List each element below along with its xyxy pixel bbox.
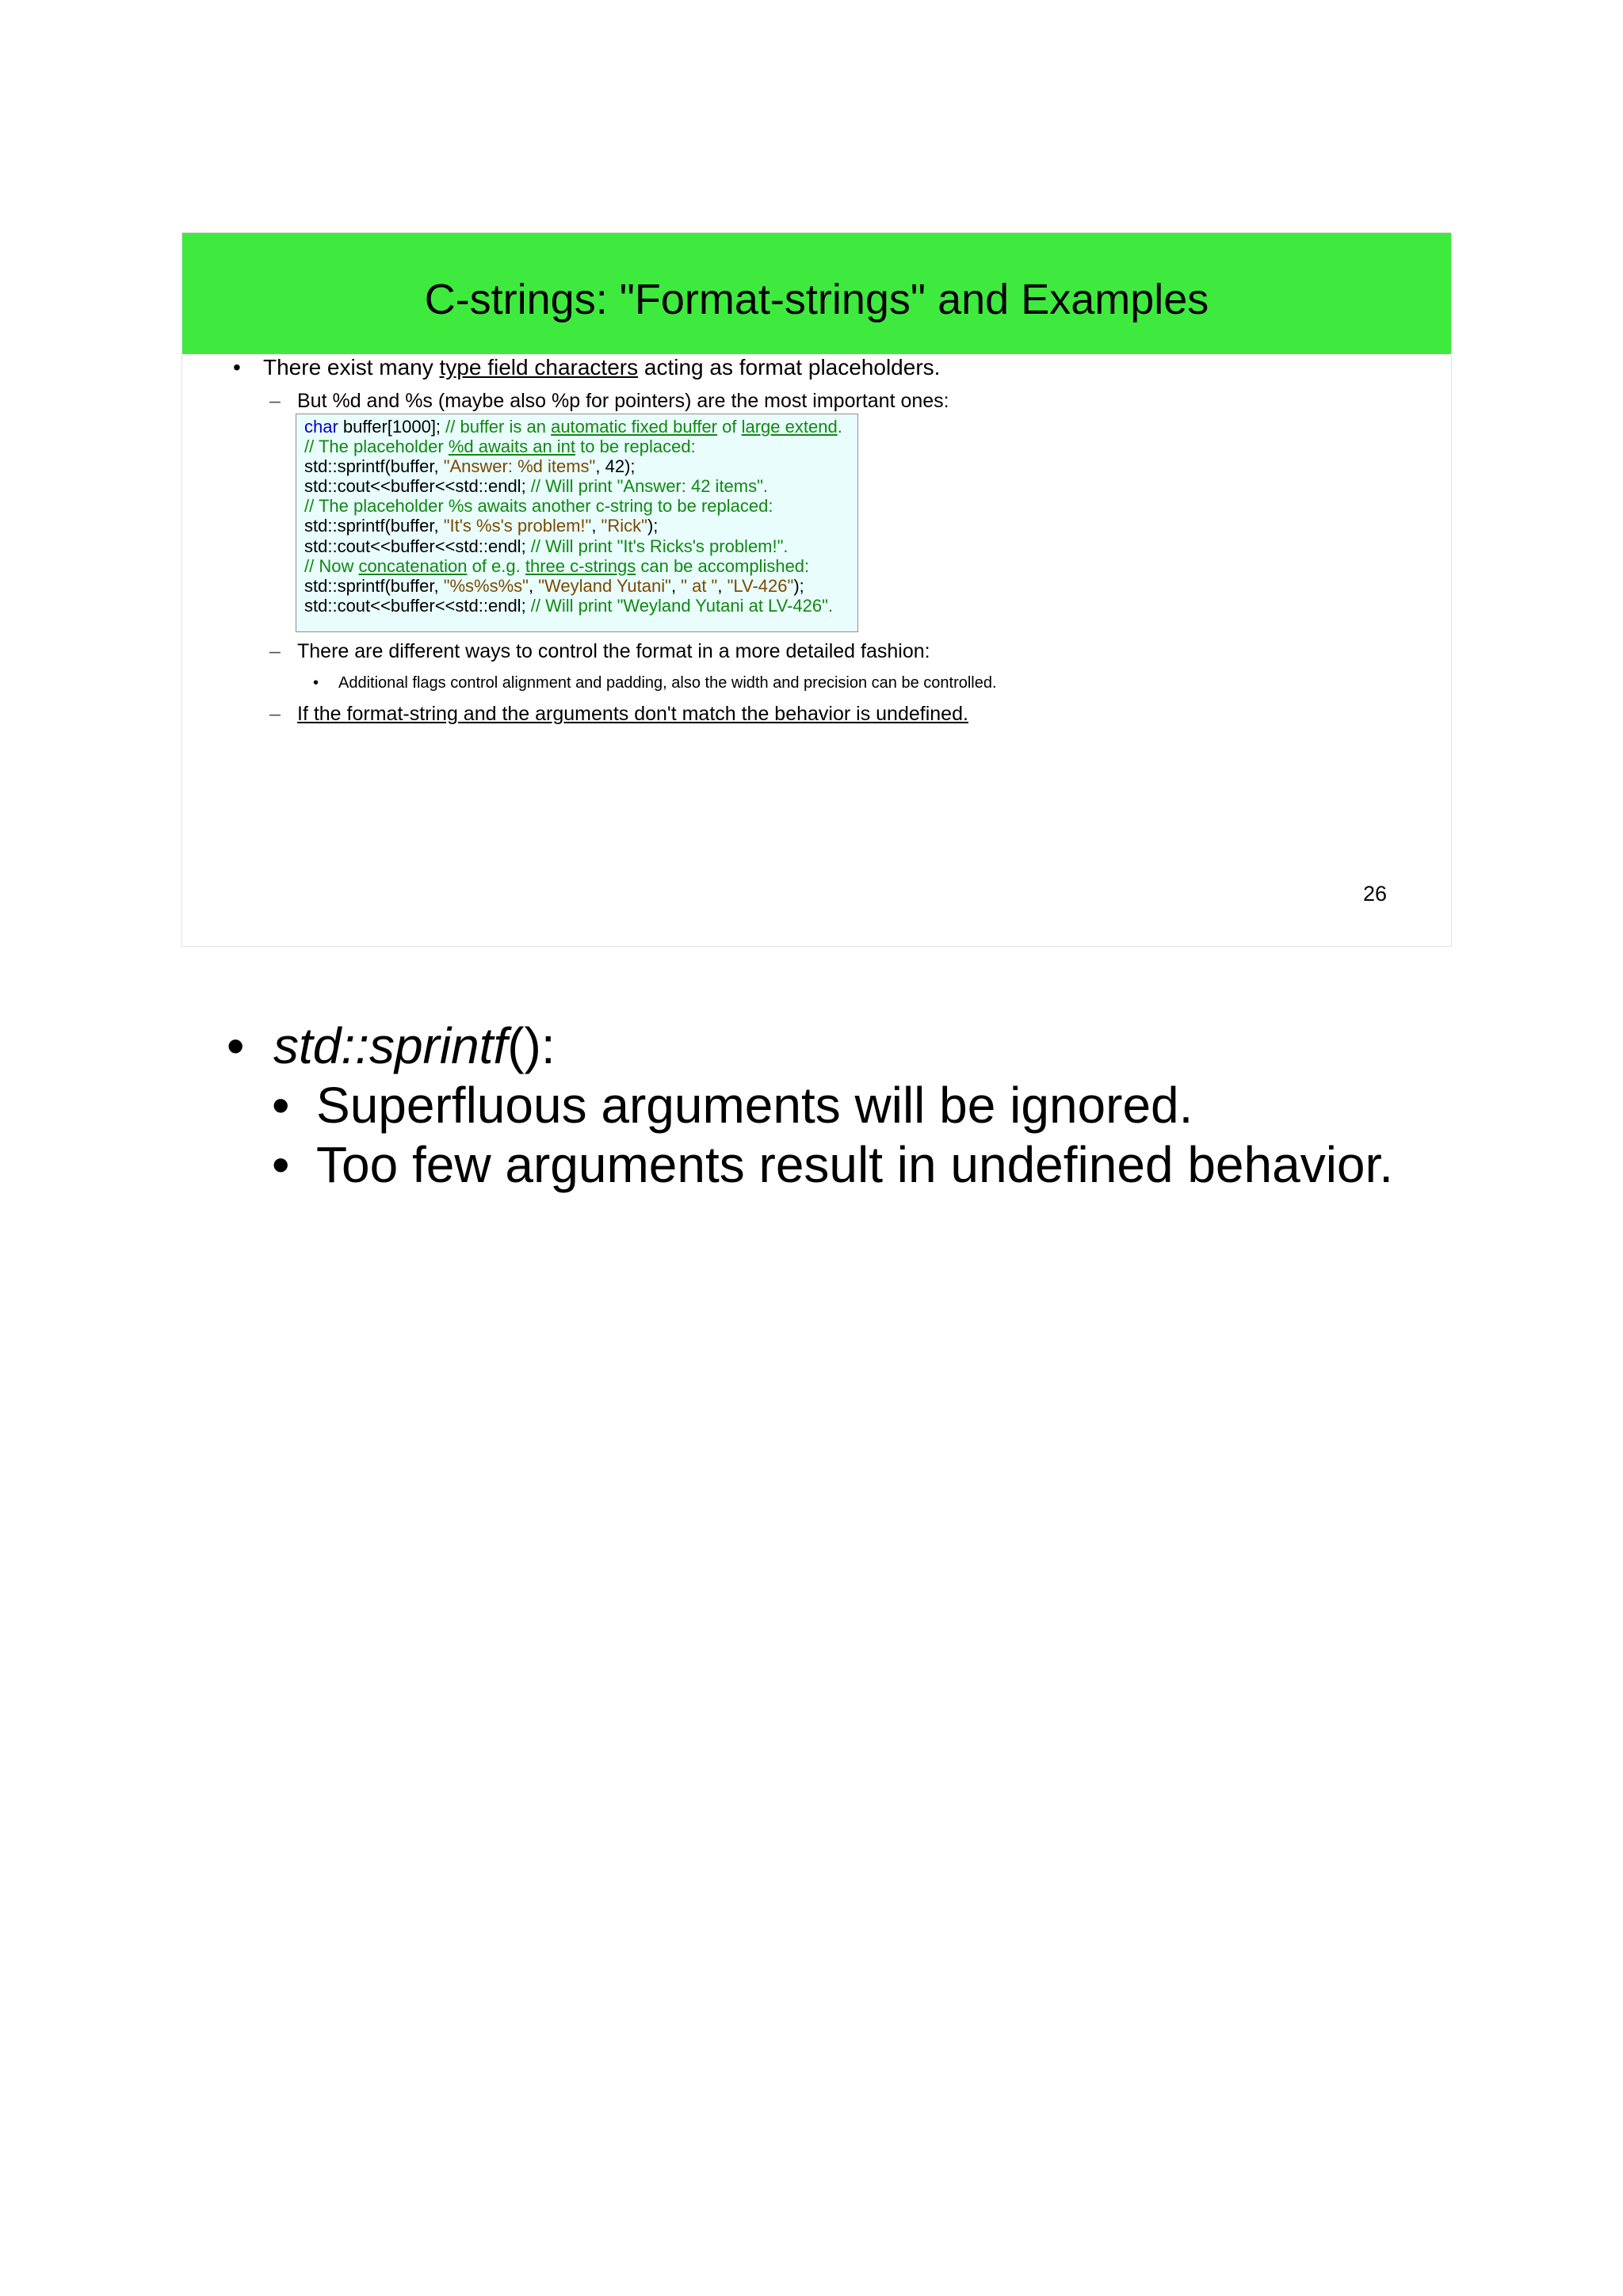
code-line: std::sprintf(buffer, "%s%s%s", "Weyland Yutani", " at ", "LV-426"); bbox=[304, 575, 804, 596]
undefined-behavior-link[interactable]: If the format-string and the arguments don't match the behavior is undefined. bbox=[297, 703, 968, 725]
code-line: std::sprintf(buffer, "Answer: %d items", 42); bbox=[304, 456, 636, 477]
code-line: // Now concatenation of e.g. three c-strings can be accomplished: bbox=[304, 555, 810, 576]
bullet-marker: • bbox=[313, 674, 319, 692]
dash-marker: – bbox=[269, 640, 281, 662]
automatic-fixed-buffer-link[interactable]: automatic fixed buffer bbox=[551, 417, 718, 437]
slide-title: C-strings: "Format-strings" and Examples bbox=[424, 276, 1209, 323]
slide-header bbox=[182, 233, 1451, 354]
code-example bbox=[296, 414, 858, 632]
page-number: 26 bbox=[1363, 882, 1388, 906]
bullet-marker: • bbox=[233, 355, 241, 379]
code-line: std::cout<<buffer<<std::endl; // Will print "Answer: 42 items". bbox=[304, 476, 769, 497]
type-field-characters-link[interactable]: type field characters bbox=[439, 355, 639, 379]
dash-marker: – bbox=[269, 390, 281, 412]
code-line: char buffer[1000]; // buffer is an automatic fixed buffer of large extend. bbox=[304, 417, 842, 437]
slide: C-strings: "Format-strings" and Examples • There exist many type field characters acting as format placeholders. – But %d and %s (maybe also %p for pointers) are the most important ones: char buffer[1000]; // buffer is an automatic fixed buffer of large extend. // The placeholder %d awaits an int to be replaced: std::sprintf(buffer, "Answer: %d items", 42); std::cout<<buffer<<std::endl; // Will print "Answer: 42 items". // The placeholder %s awaits another c-string to be replaced: std::sprintf(buffer, "It's %s's problem!", "Rick"); std::cout<<buffer<<std::endl; // Will print "It's Ricks's problem!". // Now concatenation of e.g. three c-strings can be accomplished: std::sprintf(buffer, "%s%s%s", "Weyland Yutani", " at ", "LV-426"); std::cout<<buffer<<std::endl; // Will print "Weyland Yutani at LV-426". – There are different ways to control the format in a more detailed fashion: • Additional flags control alignment and padding, also the width and precision can be controlled. – If the format-string and the arguments don't match the behavior is undefined. 26 bbox=[181, 232, 1452, 947]
concatenation-link[interactable]: concatenation bbox=[358, 555, 468, 576]
code-line: std::cout<<buffer<<std::endl; // Will print "Weyland Yutani at LV-426". bbox=[304, 595, 834, 616]
d-awaits-an-int-link[interactable]: %d awaits an int bbox=[448, 437, 576, 457]
bullet-text: There exist many type field characters acting as format placeholders. bbox=[263, 355, 941, 379]
code-line: // The placeholder %s awaits another c-string to be replaced: bbox=[304, 496, 773, 517]
code-line: // The placeholder %d awaits an int to be replaced: bbox=[304, 437, 696, 457]
three-c-strings-link[interactable]: three c-strings bbox=[525, 555, 636, 576]
bullet-marker: • bbox=[272, 1136, 290, 1193]
dash-marker: – bbox=[269, 703, 281, 725]
large-extend-link[interactable]: large extend bbox=[741, 417, 838, 437]
code-line: std::cout<<buffer<<std::endl; // Will print "It's Ricks's problem!". bbox=[304, 536, 789, 556]
code-line: std::sprintf(buffer, "It's %s's problem!", "Rick"); bbox=[304, 516, 659, 536]
bullet-marker: • bbox=[272, 1077, 290, 1134]
bullet-marker: • bbox=[227, 1017, 245, 1074]
